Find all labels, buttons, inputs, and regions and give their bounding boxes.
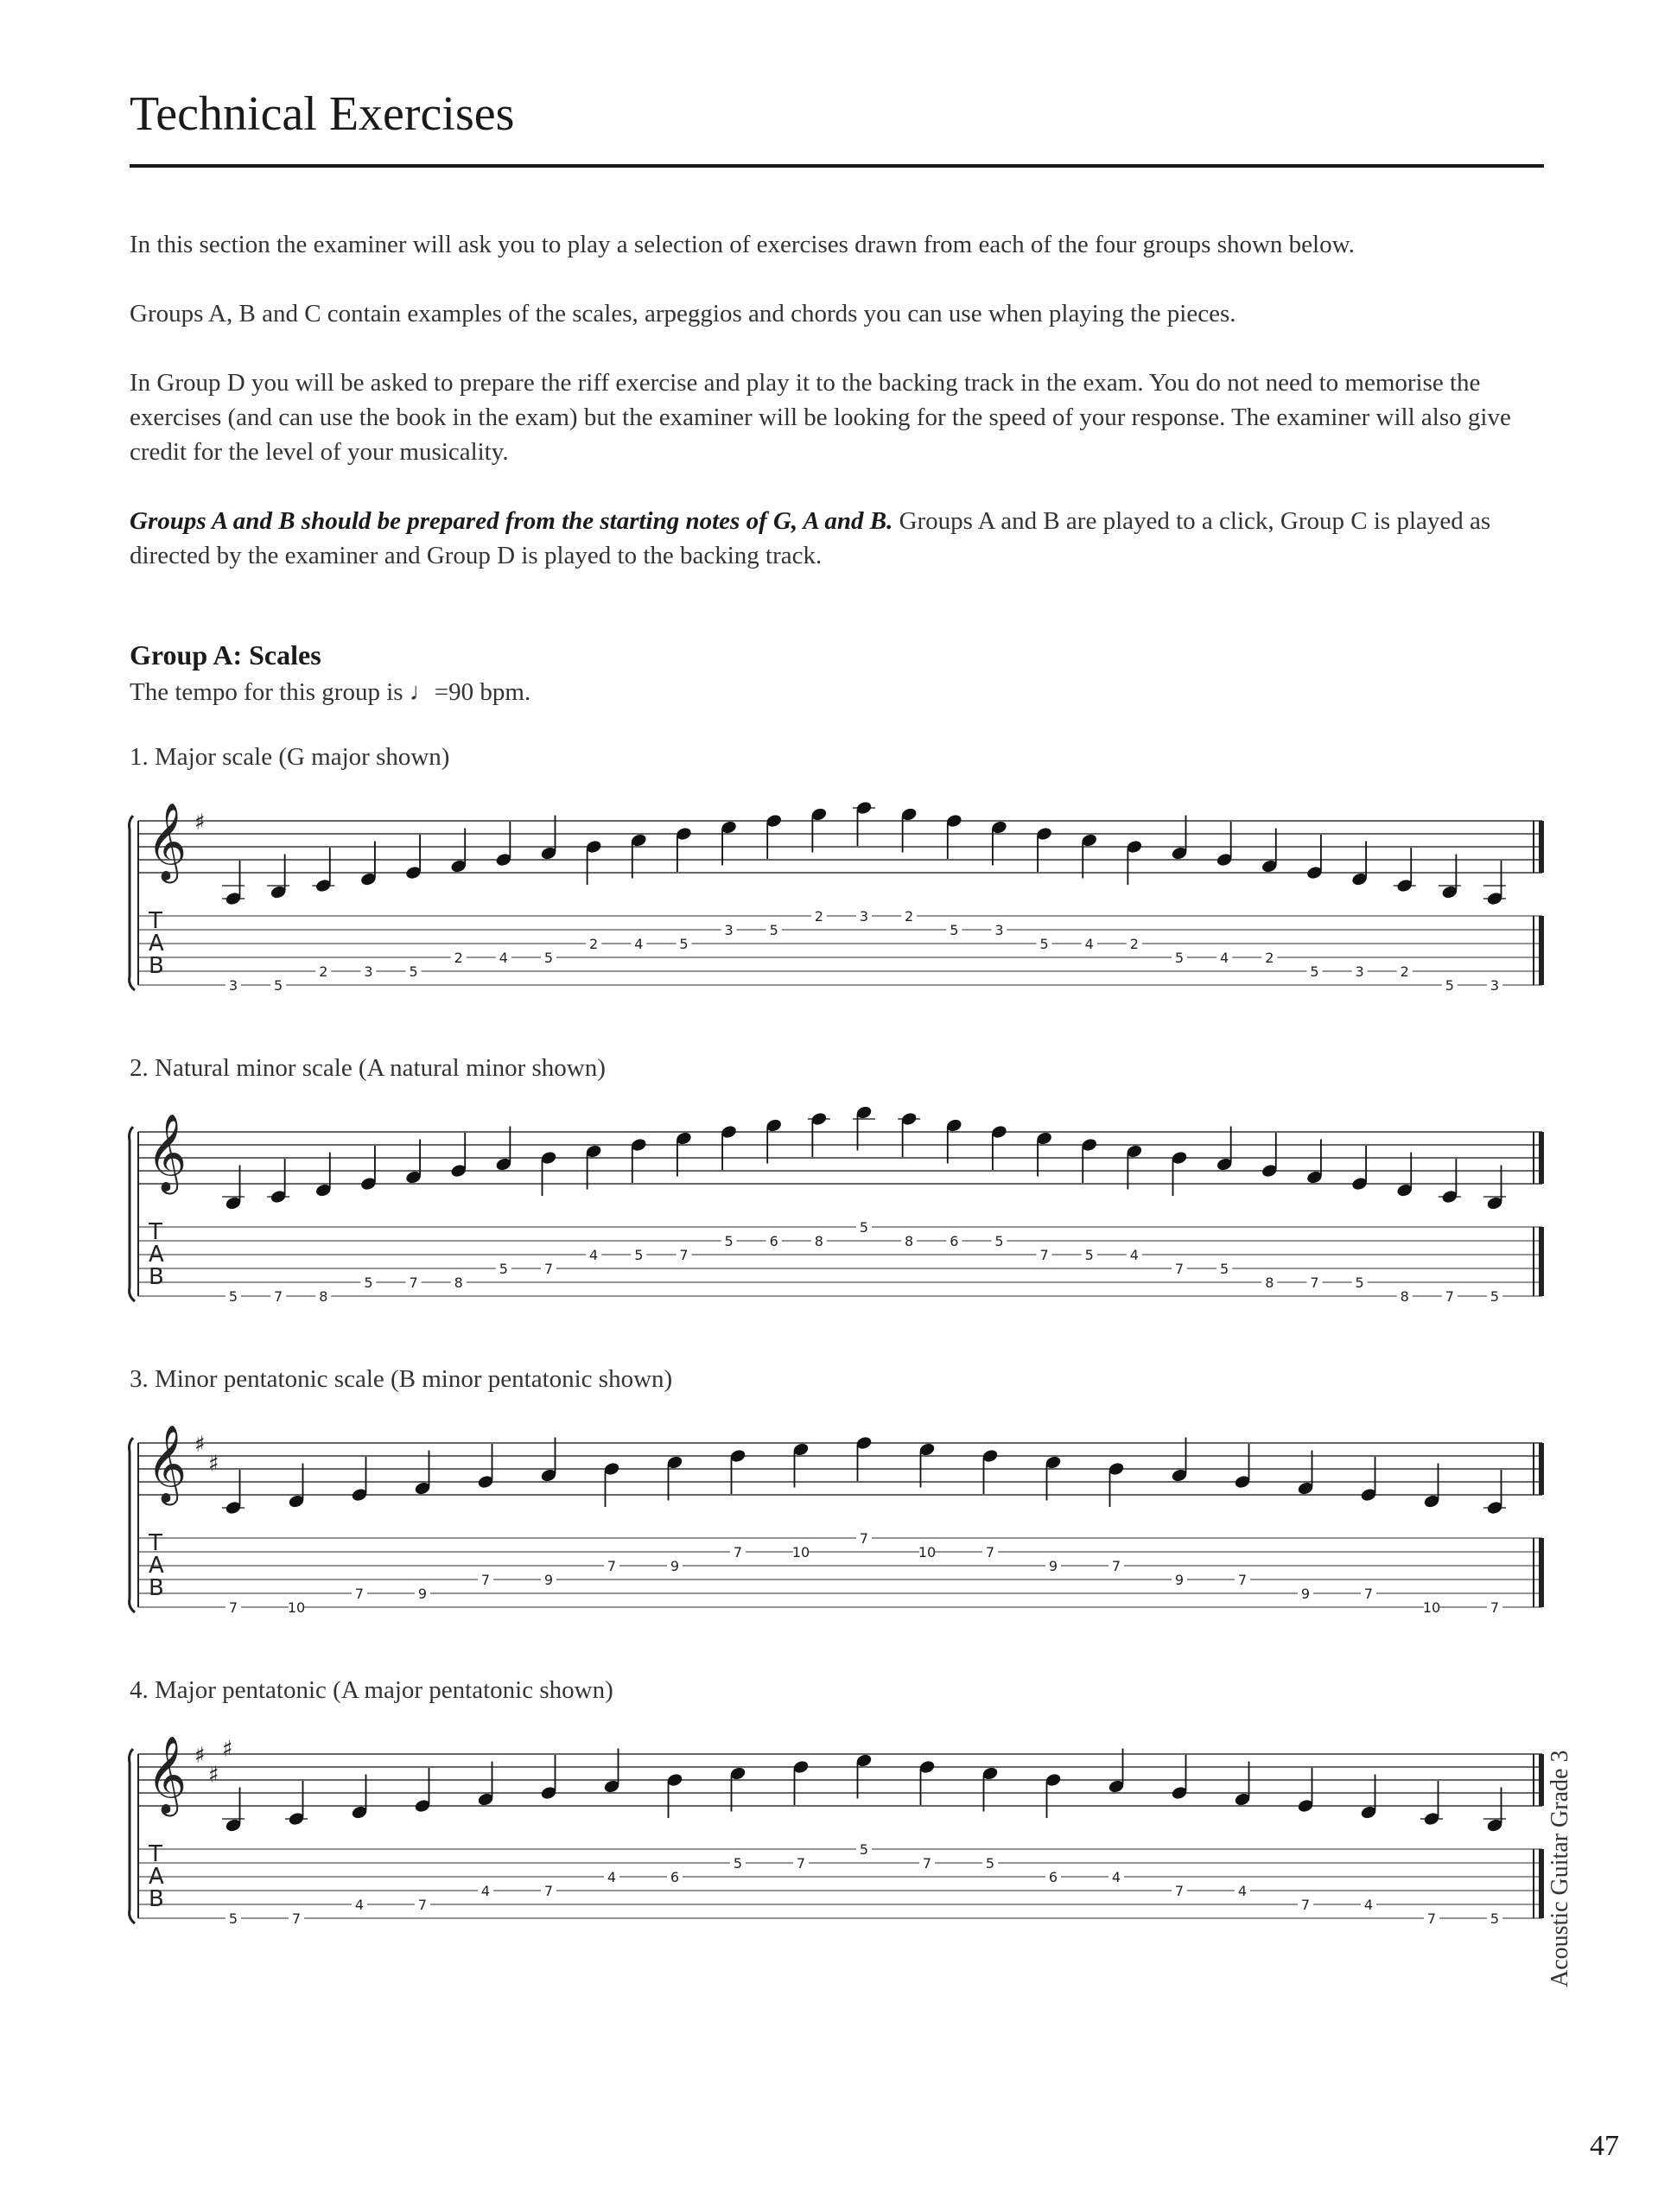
tab-number: 4 [1084,936,1094,952]
sharp-icon: ♯ [194,1432,206,1458]
tab-number: 7 [922,1855,932,1872]
tab-letter: T [149,1219,162,1245]
tab-letter: T [149,1841,162,1867]
tab-number: 2 [589,936,599,952]
tab-number: 7 [417,1897,428,1913]
tab-number: 5 [994,1233,1004,1249]
tab-number: 7 [354,1586,365,1602]
intro-paragraph-1: In this section the examiner will ask you to play a selection of exercises drawn from each of the four groups shown below. [130,231,1355,258]
tab-number: 7 [1300,1897,1311,1913]
tab-number: 5 [679,936,689,952]
exercise-1-caption: 1. Major scale (G major shown) [130,743,450,771]
tab-number: 5 [1174,950,1185,966]
tab-number: 7 [1310,1274,1319,1291]
tab-number: 5 [950,922,959,938]
tab-number: 5 [228,1910,238,1927]
tab-number: 5 [1490,1910,1500,1927]
tab-number: 9 [1300,1586,1311,1602]
intro-paragraph-4-rest: Groups A and B are played to a click, Group C is played as directed by the examiner and Group D is played to the backing track. [130,507,1491,569]
tab-number: 4 [634,936,644,952]
system-bracket [130,1127,136,1301]
tab-number: 5 [274,977,283,994]
page-number: 47 [1590,2130,1619,2162]
tab-number: 7 [859,1530,869,1547]
tab-number: 3 [1490,977,1500,994]
tab-letter: B [149,1264,164,1290]
tab-number: 4 [1363,1897,1374,1913]
tab-number: 5 [1445,977,1454,994]
exercise-2-caption: 2. Natural minor scale (A natural minor shown) [130,1054,606,1082]
system-bracket [130,1438,136,1612]
tab-number: 5 [769,922,778,938]
tab-number: 2 [454,950,463,966]
tab-number: 5 [733,1855,743,1872]
tab-number: 6 [950,1233,959,1249]
tab-letter: B [149,953,164,979]
tab-number: 3 [364,963,373,980]
tab-number: 2 [1129,936,1139,952]
tab-number: 3 [228,977,238,994]
exercise-4-caption: 4. Major pentatonic (A major pentatonic shown) [130,1676,613,1704]
tab-number: 6 [670,1869,680,1885]
tab-number: 7 [1174,1883,1185,1899]
tab-number: 7 [796,1855,806,1872]
tab-number: 7 [274,1288,283,1305]
tab-number: 5 [859,1219,869,1236]
tab-number: 7 [1237,1572,1248,1588]
tab-letter: A [149,931,164,957]
tab-number: 7 [291,1910,302,1927]
tab-number: 9 [417,1586,428,1602]
tab-number: 10 [918,1544,937,1560]
tab-number: 2 [1265,950,1274,966]
title-rule [130,164,1544,168]
tab-number: 3 [859,908,869,925]
tab-number: 5 [1220,1261,1229,1277]
tab-number: 7 [1445,1288,1454,1305]
tempo-prefix: The tempo for this group is [130,678,410,706]
sharp-icon: ♯ [222,1736,233,1763]
tab-number: 5 [634,1247,644,1263]
intro-paragraph-3: In Group D you will be asked to prepare the riff exercise and play it to the backing track in the exam. You do not need to memorise the exercises (and can use the book in the exam) but the examiner will be looking for the speed of your response. The examiner will also give credit for the level of your musicality. [130,369,1511,466]
book-title-side-label: Acoustic Guitar Grade 3 [1547,1750,1573,1987]
tab-number: 7 [409,1274,418,1291]
tab-number: 9 [670,1558,680,1574]
tab-number: 8 [454,1274,463,1291]
tab-number: 3 [1355,963,1364,980]
tab-letter: T [149,908,162,934]
tab-number: 10 [1422,1599,1441,1616]
tab-number: 5 [499,1261,508,1277]
system-bracket [130,1749,136,1923]
tab-letter: T [149,1530,162,1556]
tab-number: 4 [1237,1883,1248,1899]
group-a-heading: Group A: Scales [130,639,321,671]
tab-number: 2 [319,963,328,980]
tab-number: 5 [228,1288,238,1305]
tab-letter: B [149,1575,164,1601]
tab-number: 7 [480,1572,491,1588]
exercise-3-notation [121,1417,1555,1624]
tab-number: 2 [1400,963,1409,980]
tempo-value: =90 bpm. [434,678,531,706]
tab-number: 8 [1400,1288,1409,1305]
tab-letter: A [149,1864,164,1890]
tab-number: 6 [769,1233,778,1249]
sharp-icon: ♯ [194,1743,206,1769]
tab-number: 7 [607,1558,617,1574]
treble-clef-icon: 𝄞 [147,1114,187,1192]
tab-number: 8 [1265,1274,1274,1291]
intro-paragraph-4-bold: Groups A and B should be prepared from the starting notes of G, A and B. [130,507,893,535]
tab-number: 5 [543,950,554,966]
tab-number: 7 [1174,1261,1185,1277]
tab-number: 5 [1039,936,1049,952]
tab-number: 8 [905,1233,914,1249]
tab-number: 5 [985,1855,995,1872]
tab-number: 7 [1039,1247,1049,1263]
treble-clef-icon: 𝄞 [147,1425,187,1503]
tab-number: 9 [543,1572,554,1588]
tab-number: 10 [791,1544,810,1560]
tab-number: 7 [1363,1586,1374,1602]
system-bracket [130,816,136,990]
sharp-icon: ♯ [208,1451,219,1478]
tab-number: 3 [724,922,734,938]
intro-paragraph-4 [130,504,1544,573]
tab-number: 5 [1310,963,1319,980]
tab-number: 5 [1490,1288,1500,1305]
treble-clef-icon: 𝄞 [147,1736,187,1814]
tab-number: 7 [543,1261,554,1277]
tab-number: 10 [287,1599,306,1616]
tab-number: 7 [679,1247,689,1263]
tab-number: 4 [589,1247,599,1263]
tab-number: 7 [228,1599,238,1616]
tab-number: 9 [1174,1572,1185,1588]
intro-paragraph-2: Groups A, B and C contain examples of the scales, arpeggios and chords you can use when playing the pieces. [130,300,1236,327]
tab-letter: A [149,1553,164,1579]
sharp-icon: ♯ [194,810,206,836]
tab-number: 6 [1048,1869,1058,1885]
tab-number: 7 [1490,1599,1500,1616]
sharp-icon: ♯ [208,1762,219,1789]
tab-number: 5 [364,1274,373,1291]
tab-number: 7 [985,1544,995,1560]
tab-number: 2 [814,908,823,925]
tab-number: 8 [814,1233,823,1249]
exercise-1-notation [121,795,1555,1002]
tab-number: 4 [354,1897,365,1913]
tab-number: 4 [480,1883,491,1899]
treble-clef-icon: 𝄞 [147,803,187,880]
exercise-2-notation [121,1106,1555,1313]
tab-number: 7 [543,1883,554,1899]
tab-number: 7 [1426,1910,1437,1927]
exercise-4-notation [121,1728,1555,1936]
tab-number: 4 [499,950,508,966]
tab-number: 4 [607,1869,617,1885]
tab-number: 5 [1084,1247,1094,1263]
tab-number: 7 [1111,1558,1121,1574]
tab-number: 4 [1220,950,1229,966]
tab-number: 5 [724,1233,734,1249]
tab-number: 7 [733,1544,743,1560]
tab-letter: B [149,1886,164,1912]
tab-number: 5 [409,963,418,980]
tab-number: 8 [319,1288,328,1305]
quarter-note-icon: ♩ [409,678,435,706]
tab-number: 2 [905,908,914,925]
tab-letter: A [149,1242,164,1268]
tab-number: 5 [1355,1274,1364,1291]
tab-number: 4 [1111,1869,1121,1885]
tab-number: 5 [859,1841,869,1858]
tab-number: 9 [1048,1558,1058,1574]
exercise-3-caption: 3. Minor pentatonic scale (B minor pentatonic shown) [130,1365,673,1393]
page-title: Technical Exercises [130,87,515,141]
tab-number: 4 [1129,1247,1139,1263]
tab-number: 3 [994,922,1004,938]
tempo-line [130,678,530,707]
